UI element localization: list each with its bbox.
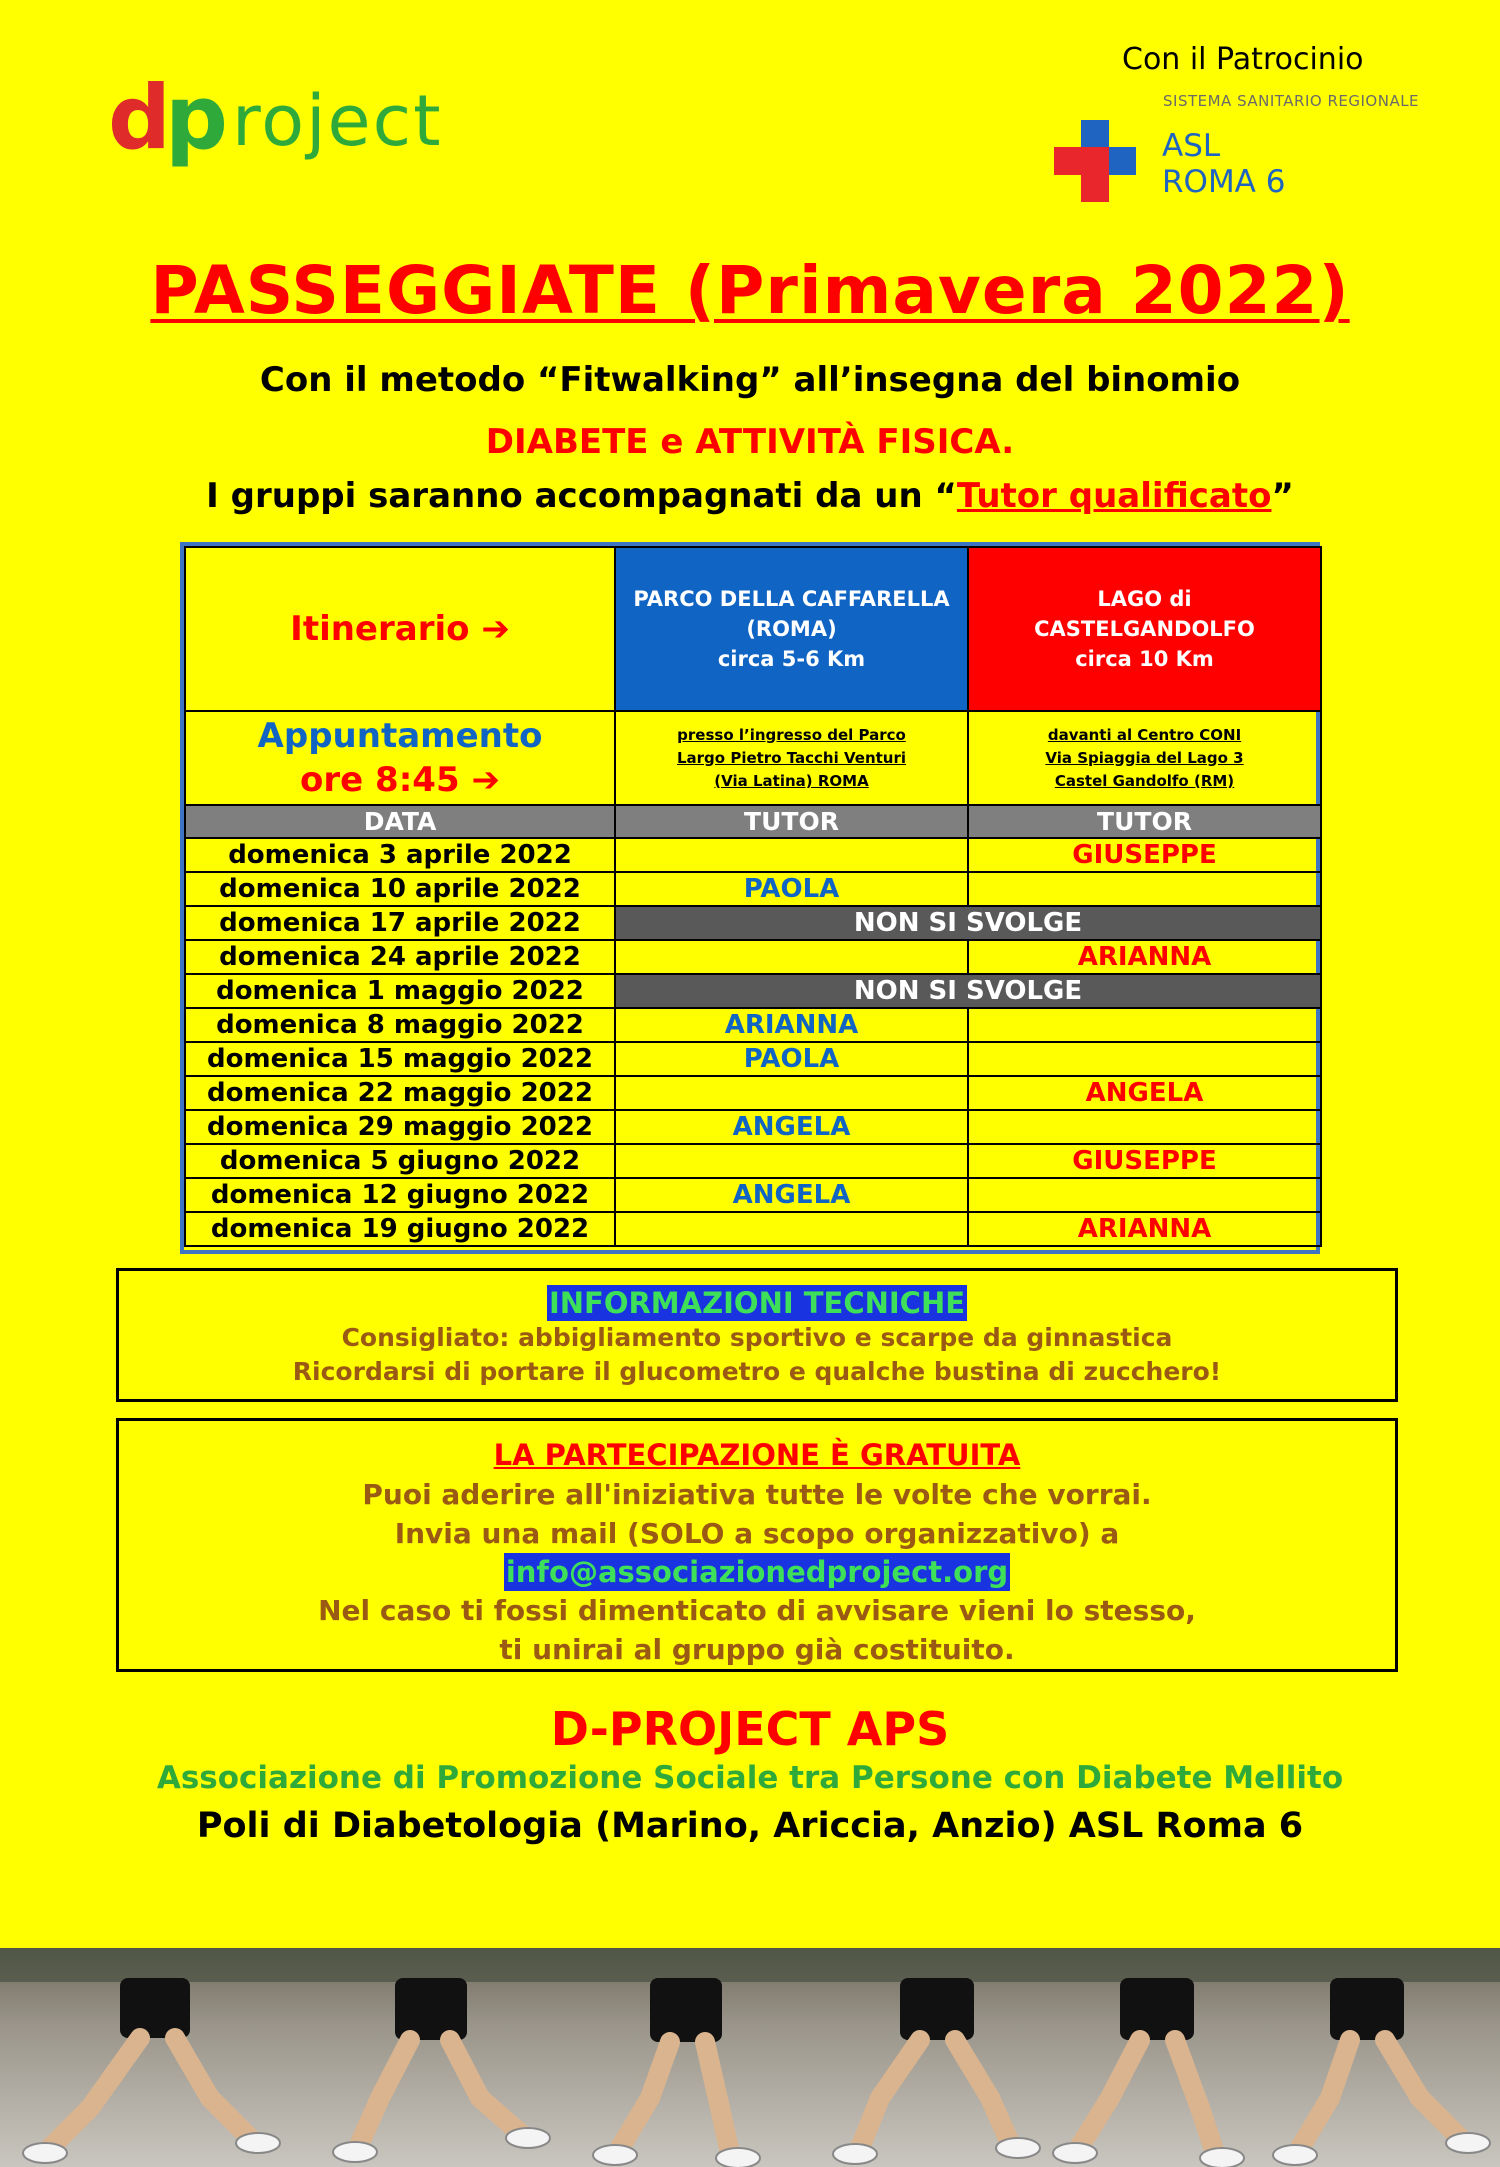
tutor-caffarella: PAOLA — [615, 1042, 968, 1076]
intro-line1: Con il metodo “Fitwalking” all’insegna del binomio — [259, 360, 1241, 400]
tutor-castelgandolfo — [968, 872, 1321, 906]
schedule-date: domenica 17 aprile 2022 — [185, 906, 615, 940]
schedule-date: domenica 15 maggio 2022 — [185, 1042, 615, 1076]
tutor-castelgandolfo: ANGELA — [968, 1076, 1321, 1110]
tech-info-title: INFORMAZIONI TECNICHE — [548, 1286, 966, 1320]
schedule-row — [185, 1110, 1321, 1144]
intro-line3 — [0, 476, 1500, 516]
intro-line3-post: ” — [1271, 476, 1294, 516]
walkers-photo — [0, 1948, 1500, 2167]
schedule-row — [185, 838, 1321, 872]
tutor-castelgandolfo: GIUSEPPE — [968, 1144, 1321, 1178]
logo-letter-d: d — [108, 66, 165, 169]
address-castelgandolfo — [968, 711, 1321, 805]
schedule-table — [180, 542, 1320, 1254]
address1-line2: Largo Pietro Tacchi Venturi — [676, 748, 907, 767]
patrocinio-subtitle: SISTEMA SANITARIO REGIONALE — [1163, 92, 1420, 110]
location2-line2: CASTELGANDOLFO — [1034, 617, 1255, 641]
tutor-caffarella — [615, 1212, 968, 1246]
tutor-castelgandolfo: ARIANNA — [968, 940, 1321, 974]
tutor-caffarella: ANGELA — [615, 1178, 968, 1212]
tutor-caffarella: ANGELA — [615, 1110, 968, 1144]
schedule-row — [185, 974, 1321, 1008]
tutor-castelgandolfo: ARIANNA — [968, 1212, 1321, 1246]
column-header-tutor2: TUTOR — [968, 805, 1321, 838]
schedule-date: domenica 3 aprile 2022 — [185, 838, 615, 872]
tutor-castelgandolfo — [968, 1042, 1321, 1076]
schedule-date: domenica 24 aprile 2022 — [185, 940, 615, 974]
schedule-row — [185, 1042, 1321, 1076]
location-castelgandolfo — [968, 547, 1321, 711]
org-name: D-PROJECT APS — [550, 1702, 950, 1756]
schedule-date: domenica 19 giugno 2022 — [185, 1212, 615, 1246]
tutor-caffarella: PAOLA — [615, 872, 968, 906]
participation-line3: Nel caso ti fossi dimenticato di avvisare vieni lo stesso, — [318, 1594, 1196, 1627]
schedule-row — [185, 940, 1321, 974]
logo-letter-p: p — [165, 66, 228, 169]
participation-box — [116, 1418, 1398, 1672]
tech-info-line1: Consigliato: abbigliamento sportivo e scarpe da ginnastica — [341, 1323, 1173, 1352]
location1-line2: (ROMA) — [746, 617, 837, 641]
location1-line1: PARCO DELLA CAFFARELLA — [633, 587, 950, 611]
tech-info-line2: Ricordarsi di portare il glucometro e qualche bustina di zucchero! — [292, 1357, 1222, 1386]
participation-title: LA PARTECIPAZIONE È GRATUITA — [493, 1438, 1021, 1472]
participation-line4: ti unirai al gruppo già costituito. — [499, 1633, 1015, 1666]
tutor-caffarella — [615, 1076, 968, 1110]
appuntamento-label: Appuntamento — [257, 716, 543, 756]
org-poli: Poli di Diabetologia (Marino, Ariccia, Anzio) ASL Roma 6 — [196, 1806, 1304, 1846]
address2-line2: Via Spiaggia del Lago 3 — [1045, 748, 1244, 767]
schedule-date: domenica 5 giugno 2022 — [185, 1144, 615, 1178]
asl-line2: ROMA 6 — [1162, 164, 1286, 200]
schedule-date: domenica 12 giugno 2022 — [185, 1178, 615, 1212]
intro-line3-pre: I gruppi saranno accompagnati da un “ — [206, 476, 957, 516]
appuntamento-time: ore 8:45 ➔ — [300, 760, 500, 800]
address2-line1: davanti al Centro CONI — [1047, 725, 1242, 744]
schedule-date: domenica 22 maggio 2022 — [185, 1076, 615, 1110]
location2-line3: circa 10 Km — [1075, 647, 1214, 671]
address1-line1: presso l’ingresso del Parco — [677, 725, 906, 744]
asl-logo-text — [1162, 128, 1285, 200]
schedule-date: domenica 29 maggio 2022 — [185, 1110, 615, 1144]
tech-info-box — [116, 1268, 1398, 1402]
tutor-caffarella: ARIANNA — [615, 1008, 968, 1042]
logo-text: roject — [232, 80, 443, 162]
column-header-data: DATA — [185, 805, 615, 838]
schedule-row — [185, 906, 1321, 940]
tutor-caffarella — [615, 838, 968, 872]
appuntamento-cell — [185, 711, 615, 805]
org-description: Associazione di Promozione Sociale tra Persone con Diabete Mellito — [156, 1760, 1344, 1796]
tutor-castelgandolfo: GIUSEPPE — [968, 838, 1321, 872]
participation-line2: Invia una mail (SOLO a scopo organizzativo) a — [394, 1517, 1120, 1550]
tutor-caffarella — [615, 1144, 968, 1178]
schedule-date: domenica 8 maggio 2022 — [185, 1008, 615, 1042]
column-header-tutor1: TUTOR — [615, 805, 968, 838]
address2-line3: Castel Gandolfo (RM) — [1054, 771, 1235, 790]
tutor-castelgandolfo — [968, 1008, 1321, 1042]
itinerario-label: Itinerario ➔ — [185, 547, 615, 711]
schedule-row — [185, 1212, 1321, 1246]
participation-line1: Puoi aderire all'iniziativa tutte le volte che vorrai. — [362, 1478, 1152, 1511]
schedule-row — [185, 1178, 1321, 1212]
schedule-date: domenica 10 aprile 2022 — [185, 872, 615, 906]
tutor-castelgandolfo — [968, 1178, 1321, 1212]
email-link[interactable]: info@associazionedproject.org — [505, 1555, 1009, 1589]
address1-line3: (Via Latina) ROMA — [714, 771, 869, 790]
schedule-row — [185, 1008, 1321, 1042]
intro-tutor-highlight: Tutor qualificato — [956, 476, 1272, 516]
tutor-castelgandolfo — [968, 1110, 1321, 1144]
page-title: PASSEGGIATE (Primavera 2022) — [150, 252, 1350, 329]
schedule-row — [185, 1076, 1321, 1110]
red-blue-cross-icon — [1054, 120, 1136, 202]
non-si-svolge-cell: NON SI SVOLGE — [615, 974, 1321, 1008]
patrocinio-title: Con il Patrocinio — [1122, 42, 1364, 77]
dproject-logo — [108, 62, 443, 169]
address-caffarella — [615, 711, 968, 805]
location2-line1: LAGO di — [1097, 587, 1192, 611]
location-caffarella — [615, 547, 968, 711]
schedule-row — [185, 1144, 1321, 1178]
tutor-caffarella — [615, 940, 968, 974]
location1-line3: circa 5-6 Km — [717, 647, 866, 671]
schedule-row — [185, 872, 1321, 906]
schedule-date: domenica 1 maggio 2022 — [185, 974, 615, 1008]
intro-line2: DIABETE e ATTIVITÀ FISICA. — [485, 422, 1015, 462]
non-si-svolge-cell: NON SI SVOLGE — [615, 906, 1321, 940]
asl-line1: ASL — [1162, 128, 1221, 164]
